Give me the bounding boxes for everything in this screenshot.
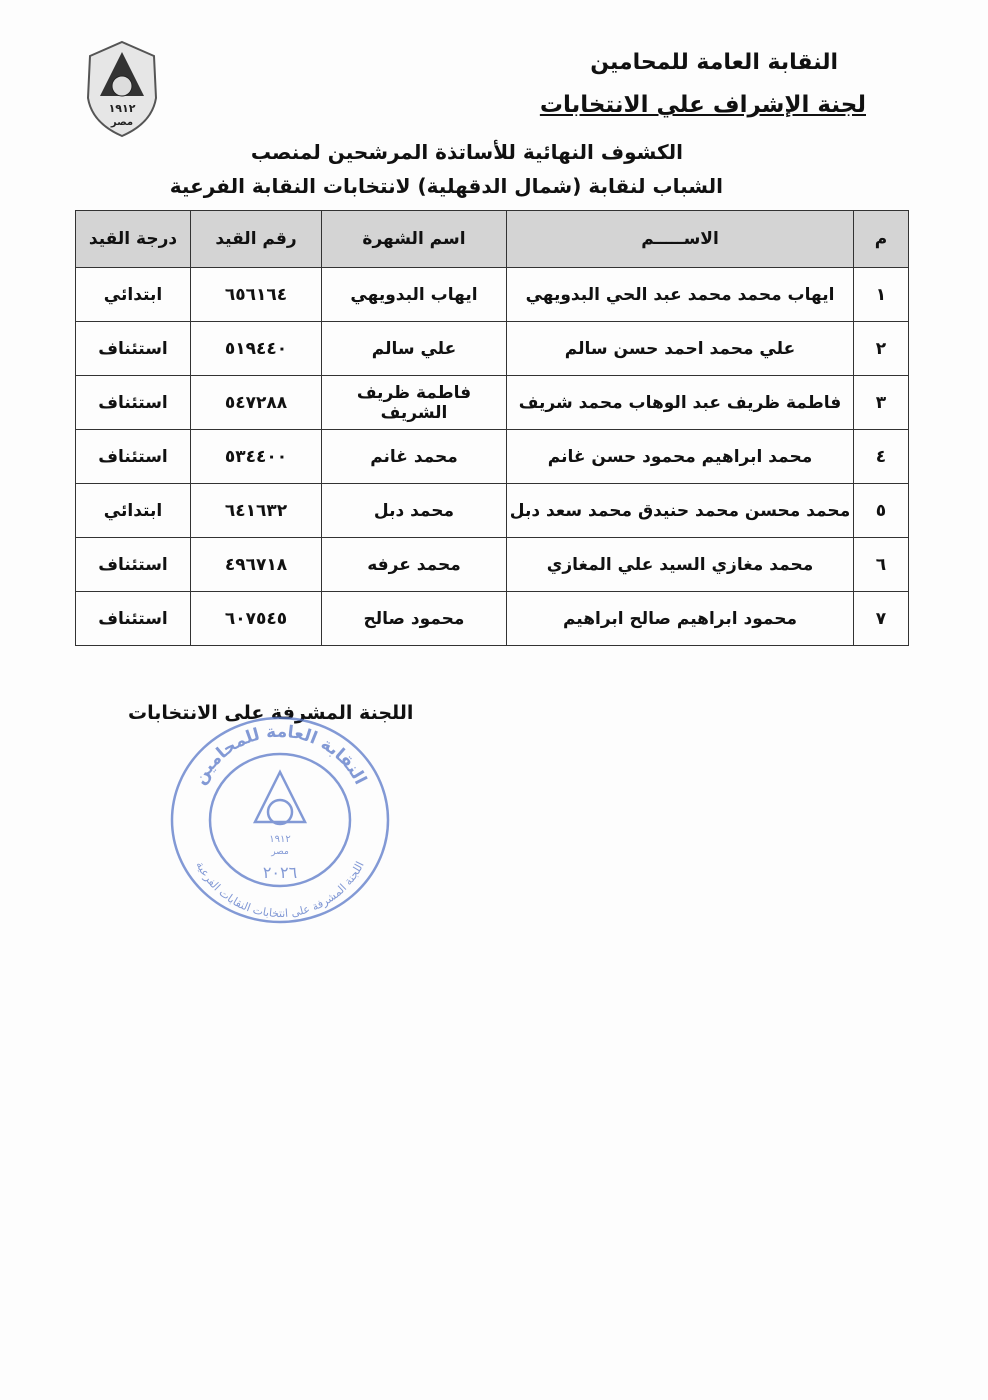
logo-country: مصر bbox=[110, 117, 134, 128]
table-row bbox=[76, 268, 909, 322]
cell-name: علي محمد احمد حسن سالم bbox=[507, 322, 854, 376]
cell-registration: ٦٥٦١٦٤ bbox=[191, 268, 322, 322]
cell-name: محمد محسن محمد حنيدق محمد سعد دبل bbox=[507, 484, 854, 538]
cell-name: فاطمة ظريف عبد الوهاب محمد شريف bbox=[507, 376, 854, 430]
cell-number: ٢ bbox=[854, 322, 909, 376]
stamp-bottom-text: اللجنة المشرفة على انتخابات النقابات الفرعية bbox=[193, 859, 367, 921]
col-header-alias: اسم الشهرة bbox=[322, 211, 507, 268]
table-row bbox=[76, 538, 909, 592]
cell-name: محمد مغازي السيد علي المغازي bbox=[507, 538, 854, 592]
cell-number: ١ bbox=[854, 268, 909, 322]
cell-registration: ٦٤١٦٣٢ bbox=[191, 484, 322, 538]
col-header-registration: رقم القيد bbox=[191, 211, 322, 268]
signature-label: اللجنة المشرفة على الانتخابات bbox=[128, 702, 414, 724]
cell-number: ٣ bbox=[854, 376, 909, 430]
cell-number: ٧ bbox=[854, 592, 909, 646]
table-row bbox=[76, 322, 909, 376]
organization-name: النقابة العامة للمحامين bbox=[590, 50, 838, 75]
cell-name: محمود ابراهيم صالح ابراهيم bbox=[507, 592, 854, 646]
table-row bbox=[76, 592, 909, 646]
cell-name: ايهاب محمد محمد عبد الحي البدويهي bbox=[507, 268, 854, 322]
cell-alias: محمد عرفه bbox=[322, 538, 507, 592]
cell-grade: استئناف bbox=[76, 430, 191, 484]
table-row bbox=[76, 484, 909, 538]
cell-number: ٥ bbox=[854, 484, 909, 538]
cell-registration: ٥٤٧٢٨٨ bbox=[191, 376, 322, 430]
col-header-name: الاســـــم bbox=[507, 211, 854, 268]
table-row bbox=[76, 430, 909, 484]
cell-alias: فاطمة ظريف الشريف bbox=[322, 376, 507, 430]
stamp-inner-country: مصر bbox=[271, 847, 289, 857]
col-header-grade: درجة القيد bbox=[76, 211, 191, 268]
cell-grade: ابتدائي bbox=[76, 484, 191, 538]
committee-stamp bbox=[165, 712, 395, 927]
table-row bbox=[76, 376, 909, 430]
cell-alias: علي سالم bbox=[322, 322, 507, 376]
stamp-inner-year: ١٩١٢ bbox=[269, 834, 291, 845]
stamp-top-text: النقابة العامة للمحامين bbox=[189, 721, 371, 789]
document-title-line1: الكشوف النهائية للأساتذة المرشحين لمنصب bbox=[250, 140, 683, 164]
col-header-number: م bbox=[854, 211, 909, 268]
cell-grade: استئناف bbox=[76, 538, 191, 592]
cell-number: ٦ bbox=[854, 538, 909, 592]
cell-alias: محمد غانم bbox=[322, 430, 507, 484]
cell-grade: استئناف bbox=[76, 376, 191, 430]
stamp-year: ٢٠٢٦ bbox=[262, 863, 298, 882]
cell-name: محمد ابراهيم محمود حسن غانم bbox=[507, 430, 854, 484]
cell-registration: ٥١٩٤٤٠ bbox=[191, 322, 322, 376]
candidates-table bbox=[75, 210, 909, 646]
syndicate-logo bbox=[82, 38, 162, 138]
table-header-row bbox=[76, 211, 909, 268]
cell-grade: استئناف bbox=[76, 322, 191, 376]
committee-name: لجنة الإشراف علي الانتخابات bbox=[539, 92, 866, 118]
document-title-line2: الشباب لنقابة (شمال الدقهلية) لانتخابات النقابة الفرعية bbox=[169, 174, 723, 198]
cell-number: ٤ bbox=[854, 430, 909, 484]
logo-year: ١٩١٢ bbox=[108, 102, 136, 115]
cell-grade: استئناف bbox=[76, 592, 191, 646]
cell-alias: محمود صالح bbox=[322, 592, 507, 646]
cell-registration: ٦٠٧٥٤٥ bbox=[191, 592, 322, 646]
cell-alias: ايهاب البدويهي bbox=[322, 268, 507, 322]
cell-registration: ٤٩٦٧١٨ bbox=[191, 538, 322, 592]
cell-grade: ابتدائي bbox=[76, 268, 191, 322]
cell-registration: ٥٣٤٤٠٠ bbox=[191, 430, 322, 484]
cell-alias: محمد دبل bbox=[322, 484, 507, 538]
